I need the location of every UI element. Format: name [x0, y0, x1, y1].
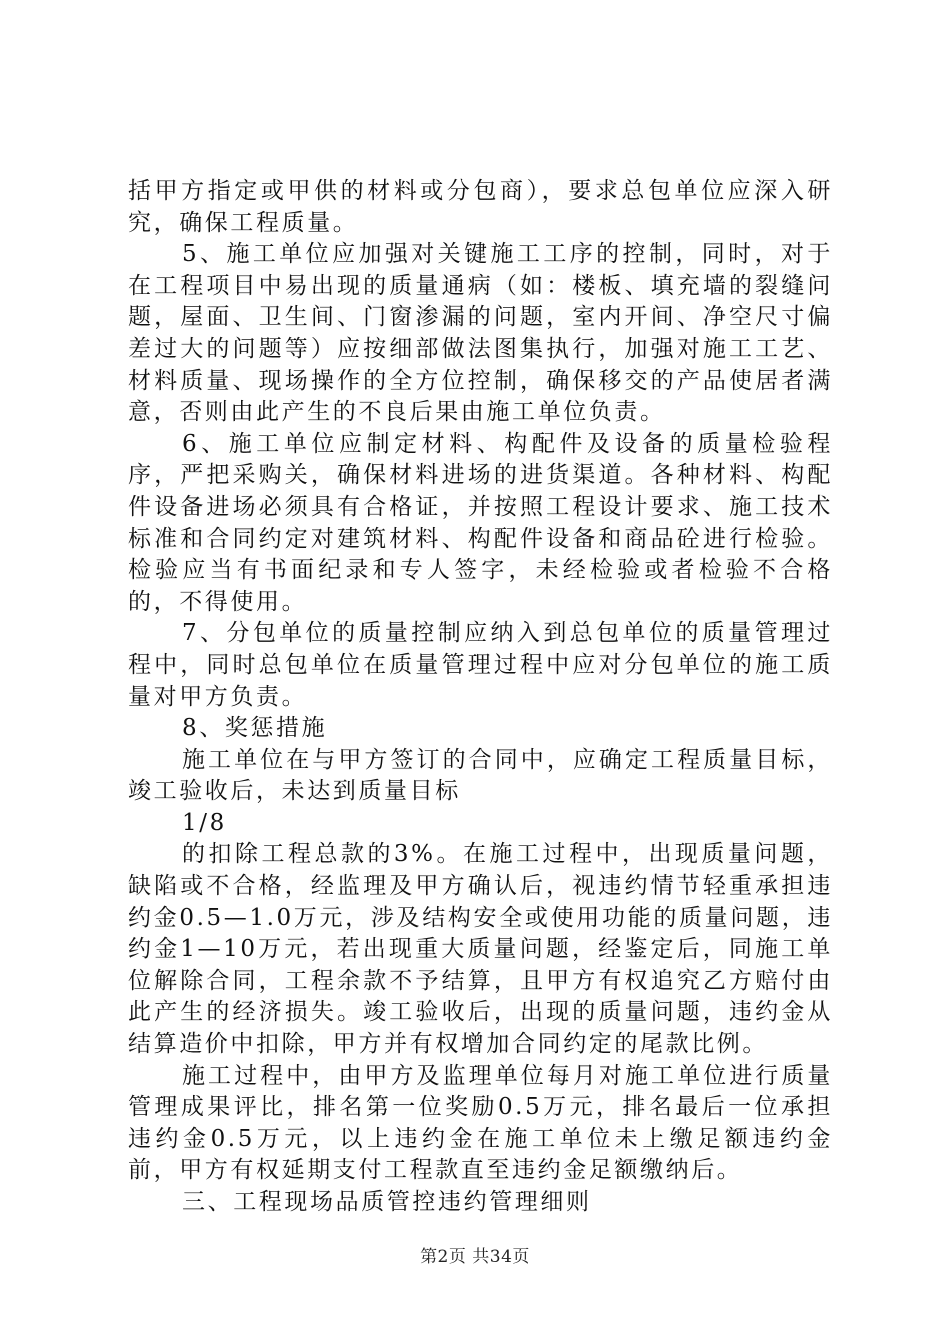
section-heading-3: 三、工程现场品质管控违约管理细则 — [182, 1189, 592, 1215]
page-footer: 第2页 共34页 — [420, 1247, 530, 1267]
paragraph-continuation: 括甲方指定或甲供的材料或分包商），要求总包单位应深入研究，确保工程质量。 — [128, 178, 833, 236]
paragraph-item-5: 5、施工单位应加强对关键施工工序的控制，同时，对于在工程项目中易出现的质量通病（如：楼板、填充墙的裂缝问题，屋面、卫生间、门窗渗漏的问题，室内开间、净空尺寸偏差过大的问题等）应按细部做法图集执行，加强对施工工艺、材料质量、现场操作的全方位控制，确保移交的产品使居者满意，否则由此产生的不良后果由施工单位负责。 — [128, 241, 833, 426]
paragraph-item-7: 7、分包单位的质量控制应纳入到总包单位的质量管理过程中，同时总包单位在质量管理过程中应对分包单位的施工质量对甲方负责。 — [128, 620, 833, 710]
paragraph-penalty-details: 的扣除工程总款的3%。在施工过程中，出现质量问题，缺陷或不合格，经监理及甲方确认后，视违约情节轻重承担违约金0.5—1.0万元，涉及结构安全或使用功能的质量问题，违约金1—10万元，若出现重大质量问题，经鉴定后，同施工单位解除合同，工程余款不予结算，且甲方有权追究乙方赔付由此产生的经济损失。竣工验收后，出现的质量问题，违约金从结算造价中扣除，甲方并有权增加合同约定的尾款比例。 — [128, 841, 833, 1058]
paragraph-item-6: 6、施工单位应制定材料、构配件及设备的质量检验程序，严把采购关，确保材料进场的进货渠道。各种材料、构配件设备进场必须具有合格证，并按照工程设计要求、施工技术标准和合同约定对建筑材料、构配件设备和商品砼进行检验。检验应当有书面纪录和专人签字，未经检验或者检验不合格的，不得使用。 — [128, 430, 833, 615]
body-text — [128, 176, 833, 1219]
inline-page-marker: 1/8 — [182, 809, 227, 836]
paragraph-contract-target: 施工单位在与甲方签订的合同中，应确定工程质量目标，竣工验收后，未达到质量目标 — [128, 746, 833, 805]
paragraph-item-8-heading: 8、奖惩措施 — [182, 715, 328, 742]
paragraph-monthly-evaluation: 施工过程中，由甲方及监理单位每月对施工单位进行质量管理成果评比，排名第一位奖励0.5万元，排名最后一位承担违约金0.5万元，以上违约金在施工单位未上缴足额违约金前，甲方有权延期支付工程款直至违约金足额缴纳后。 — [128, 1062, 833, 1184]
